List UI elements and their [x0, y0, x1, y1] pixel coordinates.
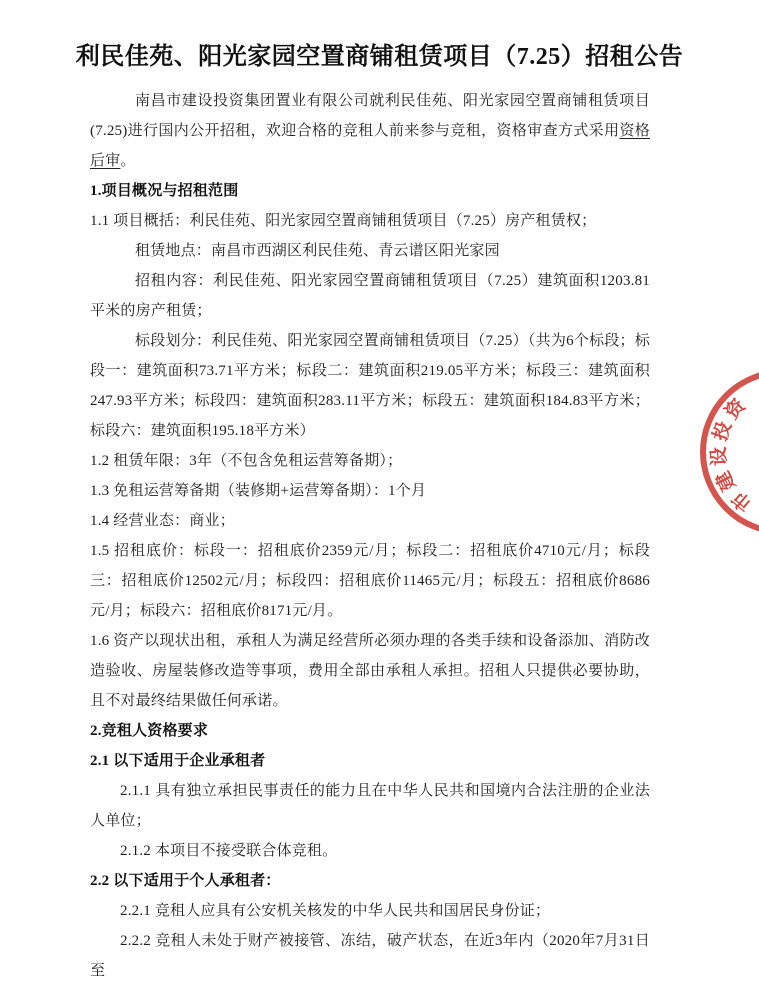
document-body [90, 86, 650, 986]
section-heading-2: 2.竞租人资格要求 [90, 723, 209, 739]
section-heading-1: 1.项目概况与招租范围 [90, 183, 239, 199]
heading-2-1: 2.1 以下适用于企业承租者 [90, 753, 266, 769]
seal-char: 投 [709, 418, 736, 444]
intro-text-after: 。 [120, 153, 136, 169]
para-bid-sections: 标段划分：利民佳苑、阳光家园空置商铺租赁项目（7.25）（共为6个标段；标段一：建筑面积73.71平方米；标段二：建筑面积219.05平方米；标段三：建筑面积247.93平方米；标段四：建筑面积283.11平方米；标段五：建筑面积184.83平方米；标段六：建筑面积195.18平方米） [90, 333, 650, 439]
intro-paragraph [90, 86, 650, 176]
seal-ring [703, 372, 759, 532]
intro-text-before: 南昌市建设投资集团置业有限公司就利民佳苑、阳光家园空置商铺租赁项目(7.25)进行国内公开招租，欢迎合格的竞租人前来参与竞租，资格审查方式采用 [90, 93, 650, 139]
para-2-2-1: 2.2.1 竞租人应具有公安机关核发的中华人民共和国居民身份证； [120, 903, 551, 919]
seal-char: 建 [712, 467, 741, 495]
para-1-1: 1.1 项目概括：利民佳苑、阳光家园空置商铺租赁项目（7.25）房产租赁权； [90, 213, 597, 229]
para-2-1-2: 2.1.2 本项目不接受联合体竞租。 [120, 843, 338, 859]
official-seal-stamp [671, 340, 759, 564]
seal-char: 资 [721, 395, 750, 424]
seal-char: 市 [728, 486, 757, 515]
para-1-4: 1.4 经营业态：商业； [90, 513, 235, 529]
para-2-2-2: 2.2.2 竞租人未处于财产被接管、冻结，破产状态，在近3年内（2020年7月31日至 [90, 933, 650, 979]
para-1-6: 1.6 资产以现状出租，承租人为满足经营所必须办理的各类手续和设备添加、消防改造验收、房屋装修改造等事项，费用全部由承租人承担。招租人只提供必要协助，且不对最终结果做任何承诺。 [90, 633, 650, 709]
heading-2-2: 2.2 以下适用于个人承租者： [90, 873, 281, 889]
para-lease-location: 租赁地点：南昌市西湖区利民佳苑、青云谱区阳光家园 [135, 243, 500, 259]
seal-char: 设 [708, 446, 731, 467]
para-lease-content: 招租内容：利民佳苑、阳光家园空置商铺租赁项目（7.25）建筑面积1203.81平米的房产租赁； [90, 273, 650, 319]
page-title: 利民佳苑、阳光家园空置商铺租赁项目（7.25）招租公告 [75, 44, 684, 70]
intro-underlined-phrase: 资格后审 [90, 123, 651, 169]
para-1-2: 1.2 租赁年限：3年（不包含免租运营筹备期）； [90, 453, 403, 469]
para-1-5: 1.5 招租底价：标段一：招租底价2359元/月；标段二：招租底价4710元/月；标段三：招租底价12502元/月；标段四：招租底价11465元/月；标段五：招租底价8686元/月；标段六：招租底价8171元/月。 [90, 543, 650, 619]
para-2-1-1: 2.1.1 具有独立承担民事责任的能力且在中华人民共和国境内合法注册的企业法人单位； [90, 783, 650, 829]
para-1-3: 1.3 免租运营筹备期（装修期+运营筹备期）：1个月 [90, 483, 427, 499]
